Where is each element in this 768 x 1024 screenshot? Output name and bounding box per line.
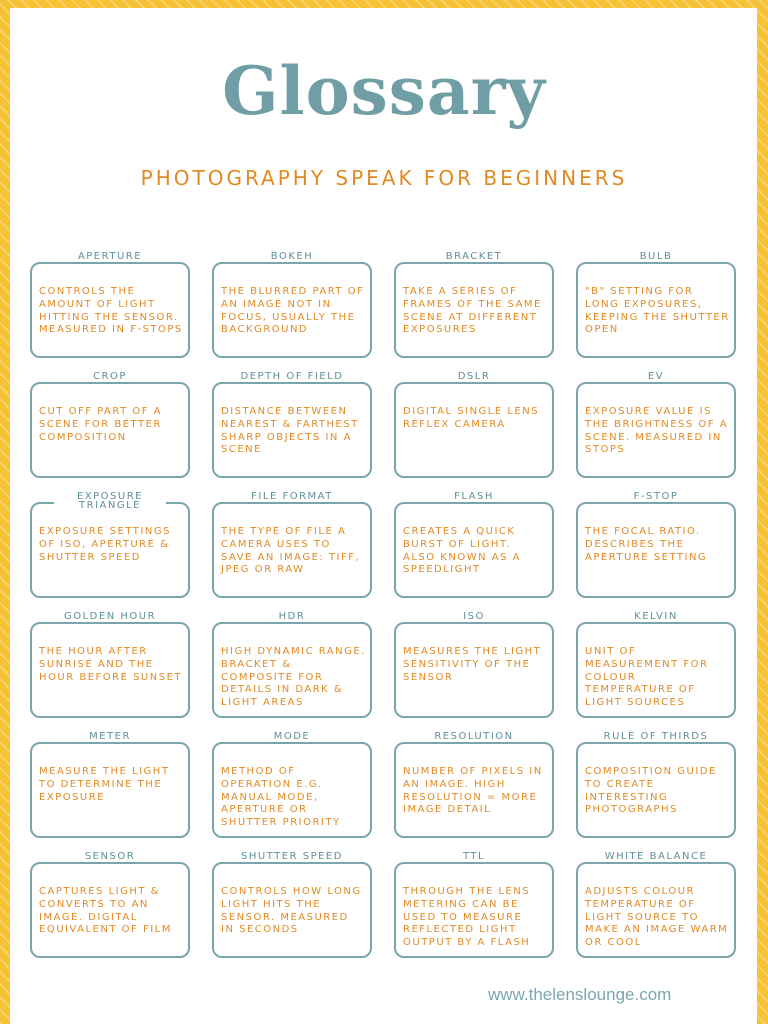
term-label: SHUTTER SPEED	[236, 852, 348, 861]
term-definition: UNIT OF MEASUREMENT FOR COLOUR TEMPERATURE OF LIGHT SOURCES	[585, 646, 709, 709]
term-label: BRACKET	[418, 252, 530, 261]
glossary-card	[30, 731, 190, 838]
term-label: GOLDEN HOUR	[54, 612, 166, 621]
term-label: HDR	[236, 612, 348, 621]
glossary-card	[576, 251, 736, 358]
term-label: WHITE BALANCE	[600, 852, 712, 861]
term-label: FILE FORMAT	[236, 492, 348, 501]
glossary-card	[576, 491, 736, 598]
term-label: ISO	[418, 612, 530, 621]
glossary-card	[30, 371, 190, 478]
term-definition: METHOD OF OPERATION E.G. MANUAL MODE, APERTURE OR SHUTTER PRIORITY	[221, 766, 341, 829]
term-definition: THROUGH THE LENS METERING CAN BE USED TO MEASURE REFLECTED LIGHT OUTPUT BY A FLASH	[403, 886, 531, 949]
glossary-card	[212, 851, 372, 958]
glossary-card	[30, 851, 190, 958]
term-label: TTL	[418, 852, 530, 861]
term-definition: CUT OFF PART OF A SCENE FOR BETTER COMPOSITION	[39, 406, 163, 443]
term-label: MODE	[236, 732, 348, 741]
term-label: FLASH	[418, 492, 530, 501]
term-definition: COMPOSITION GUIDE TO CREATE INTERESTING PHOTOGRAPHS	[585, 766, 717, 816]
term-label: DSLR	[418, 372, 530, 381]
glossary-card	[394, 731, 554, 838]
term-definition: DISTANCE BETWEEN NEAREST & FARTHEST SHARP OBJECTS IN A SCENE	[221, 406, 359, 456]
term-label: EXPOSURE TRIANGLE	[54, 492, 166, 510]
glossary-card	[576, 851, 736, 958]
term-label: KELVIN	[600, 612, 712, 621]
term-definition: TAKE A SERIES OF FRAMES OF THE SAME SCENE AT DIFFERENT EXPOSURES	[403, 286, 542, 336]
term-definition: CAPTURES LIGHT & CONVERTS TO AN IMAGE. DIGITAL EQUIVALENT OF FILM	[39, 886, 172, 936]
glossary-card	[212, 731, 372, 838]
term-definition: THE BLURRED PART OF AN IMAGE NOT IN FOCUS, USUALLY THE BACKGROUND	[221, 286, 365, 336]
term-definition: EXPOSURE SETTINGS OF ISO, APERTURE & SHUTTER SPEED	[39, 526, 171, 563]
glossary-card	[30, 491, 190, 598]
term-label: RULE OF THIRDS	[600, 732, 712, 741]
glossary-card	[212, 251, 372, 358]
glossary-card	[394, 251, 554, 358]
glossary-card	[30, 251, 190, 358]
glossary-card	[394, 611, 554, 718]
glossary-card	[212, 491, 372, 598]
term-label: CROP	[54, 372, 166, 381]
term-label: DEPTH OF FIELD	[236, 372, 348, 381]
glossary-card	[576, 611, 736, 718]
page-subtitle: PHOTOGRAPHY SPEAK FOR BEGINNERS	[140, 166, 628, 190]
term-definition: EXPOSURE VALUE IS THE BRIGHTNESS OF A SCENE. MEASURED IN STOPS	[585, 406, 729, 456]
term-definition: "B" SETTING FOR LONG EXPOSURES, KEEPING THE SHUTTER OPEN	[585, 286, 730, 336]
glossary-card	[394, 851, 554, 958]
glossary-card	[212, 611, 372, 718]
term-definition: DIGITAL SINGLE LENS REFLEX CAMERA	[403, 406, 540, 430]
term-definition: THE TYPE OF FILE A CAMERA USES TO SAVE AN IMAGE: TIFF, JPEG OR RAW	[221, 526, 361, 576]
glossary-card	[576, 371, 736, 478]
term-definition: MEASURES THE LIGHT SENSITIVITY OF THE SENSOR	[403, 646, 542, 683]
term-label: BOKEH	[236, 252, 348, 261]
glossary-card	[212, 371, 372, 478]
glossary-card	[394, 371, 554, 478]
glossary-card	[30, 611, 190, 718]
term-label: METER	[54, 732, 166, 741]
term-label: APERTURE	[54, 252, 166, 261]
term-label: F-STOP	[600, 492, 712, 501]
term-definition: ADJUSTS COLOUR TEMPERATURE OF LIGHT SOURCE TO MAKE AN IMAGE WARM OR COOL	[585, 886, 729, 949]
glossary-card	[394, 491, 554, 598]
glossary-card	[576, 731, 736, 838]
term-label: EV	[600, 372, 712, 381]
term-label: RESOLUTION	[418, 732, 530, 741]
footer-website-link[interactable]: www.thelenslounge.com	[488, 985, 672, 1004]
term-definition: CONTROLS HOW LONG LIGHT HITS THE SENSOR. MEASURED IN SECONDS	[221, 886, 362, 936]
term-definition: THE FOCAL RATIO. DESCRIBES THE APERTURE SETTING	[585, 526, 708, 563]
term-definition: CONTROLS THE AMOUNT OF LIGHT HITTING THE SENSOR. MEASURED IN F-STOPS	[39, 286, 183, 336]
term-definition: NUMBER OF PIXELS IN AN IMAGE. HIGH RESOLUTION = MORE IMAGE DETAIL	[403, 766, 543, 816]
term-definition: THE HOUR AFTER SUNRISE AND THE HOUR BEFORE SUNSET	[39, 646, 183, 683]
term-definition: CREATES A QUICK BURST OF LIGHT. ALSO KNOWN AS A SPEEDLIGHT	[403, 526, 521, 576]
page-title: Glossary	[222, 52, 546, 130]
term-definition: HIGH DYNAMIC RANGE. BRACKET & COMPOSITE FOR DETAILS IN DARK & LIGHT AREAS	[221, 646, 366, 709]
term-label: BULB	[600, 252, 712, 261]
term-label: SENSOR	[54, 852, 166, 861]
term-definition: MEASURE THE LIGHT TO DETERMINE THE EXPOSURE	[39, 766, 170, 803]
